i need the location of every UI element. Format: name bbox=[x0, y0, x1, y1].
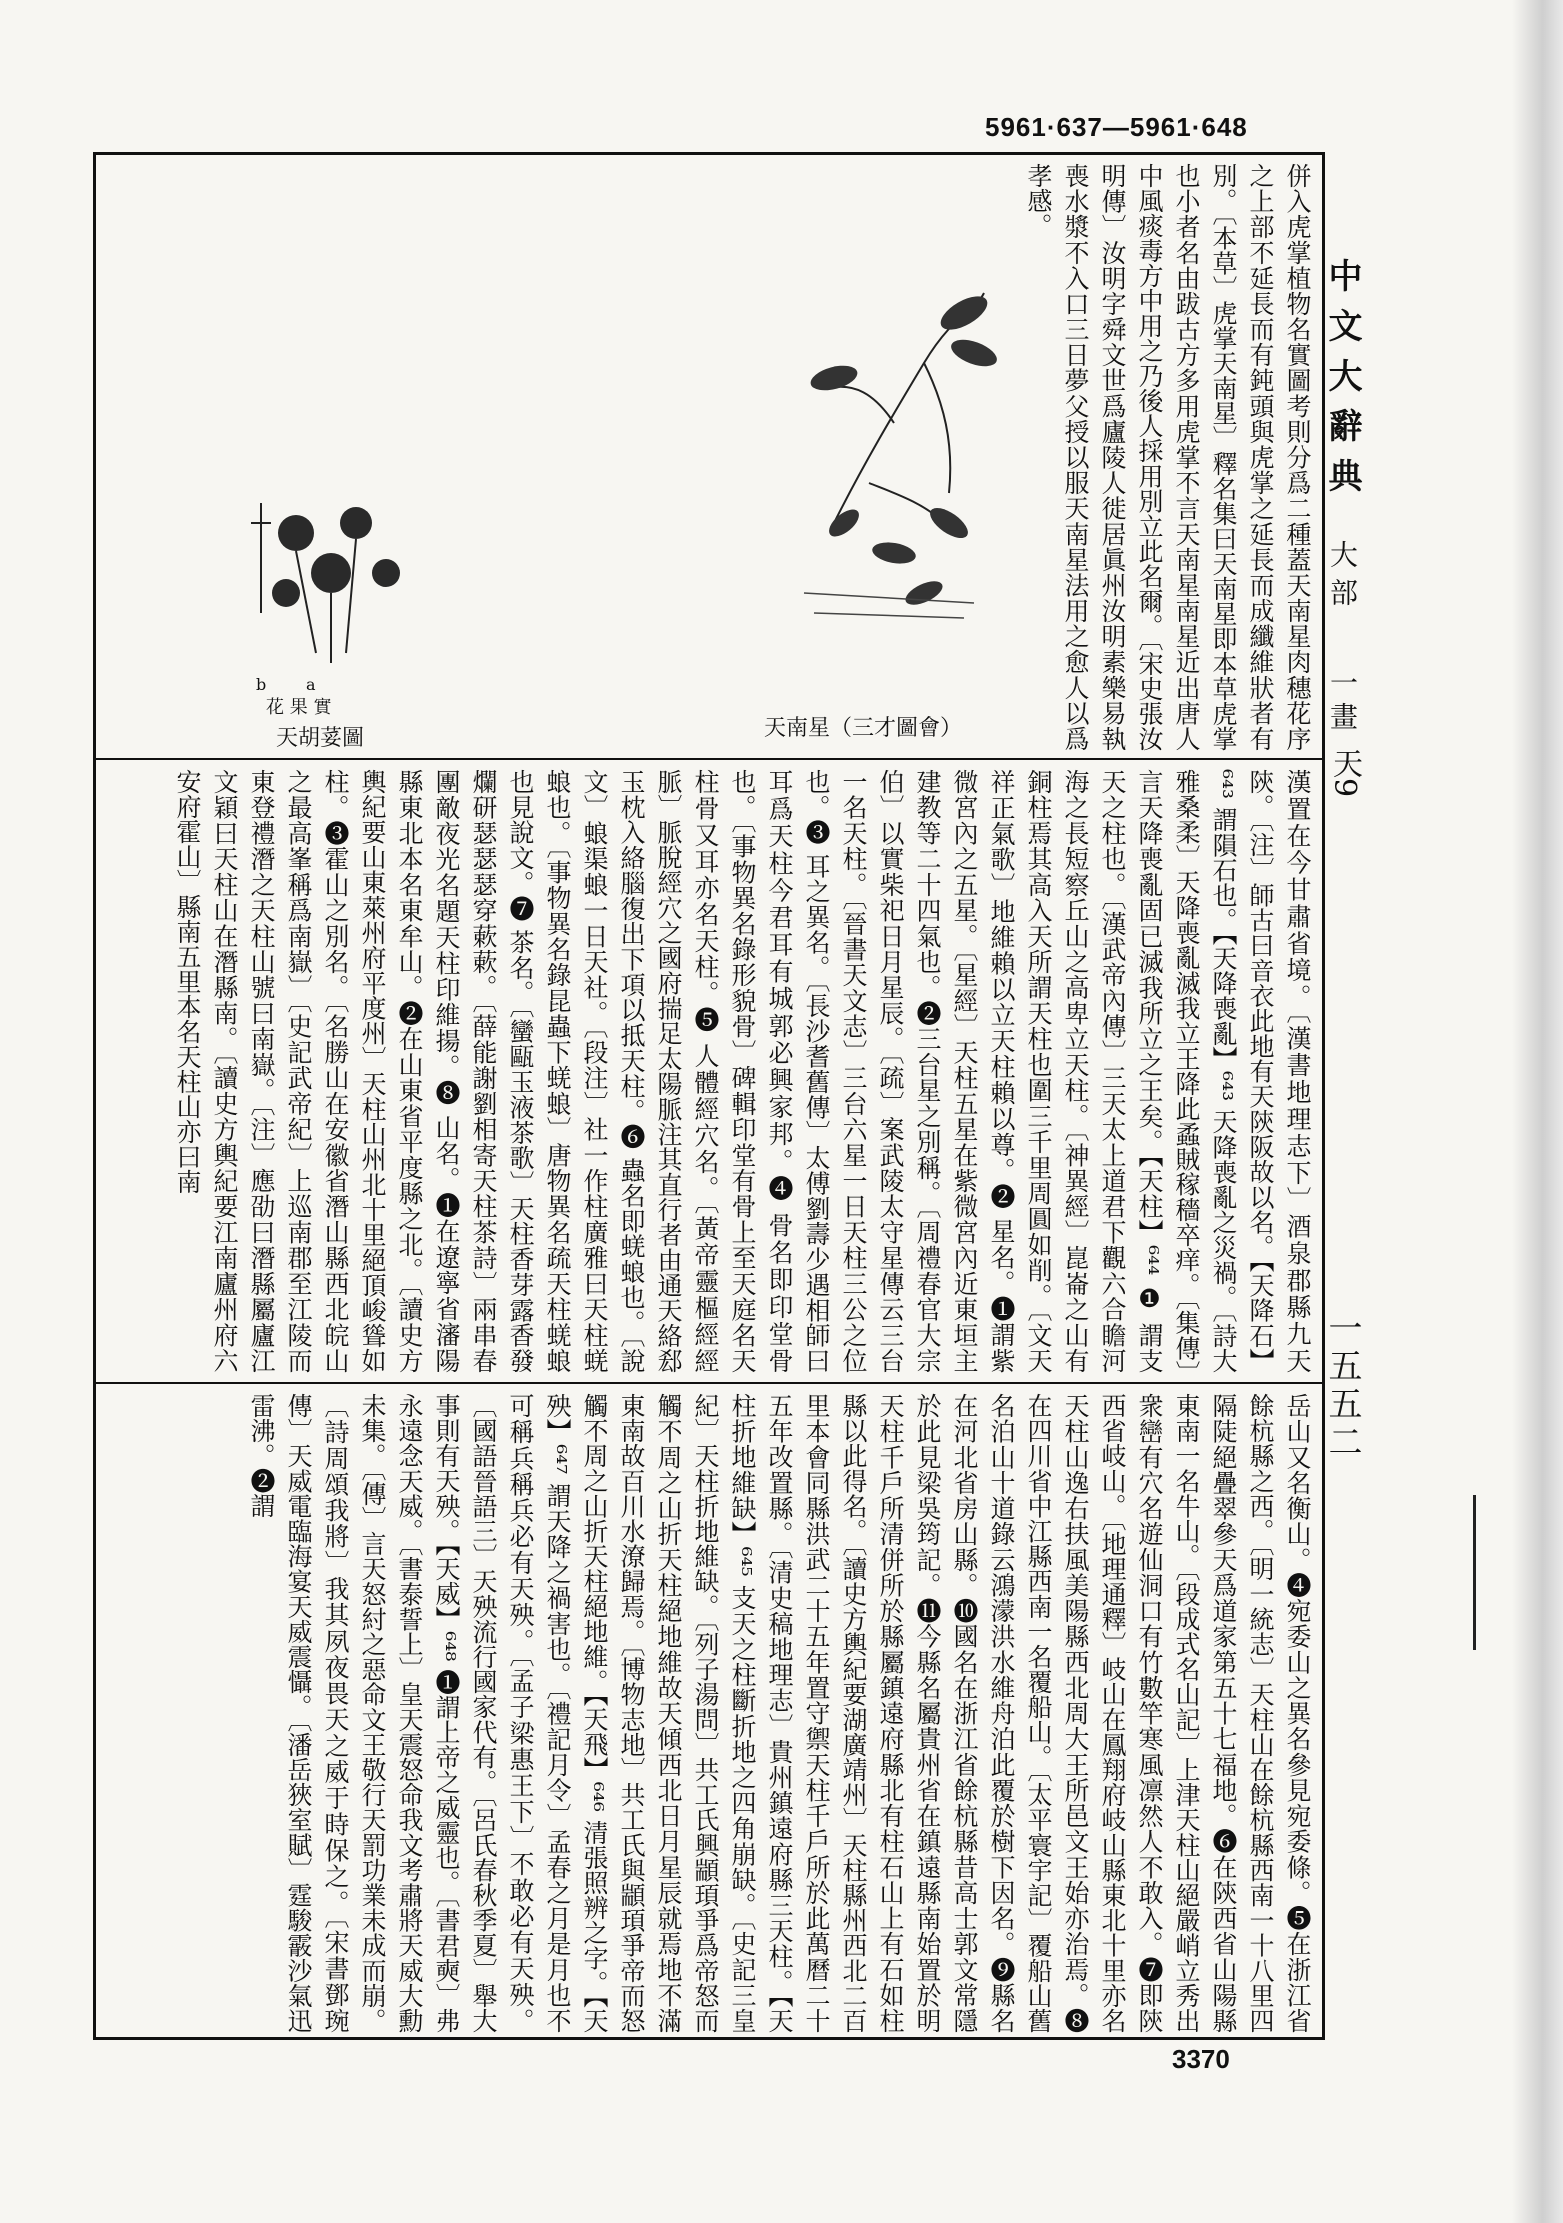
section-divider-2 bbox=[96, 1382, 1322, 1384]
figure-parts-label: 花 果 實 bbox=[266, 697, 332, 718]
entry-code-range: 5961·637—5961·648 bbox=[985, 112, 1248, 142]
figure-tiannanxing bbox=[764, 163, 1004, 751]
entry-text-tiannanxing: 併入虎掌植物名實圖考則分爲二種蓋天南星肉穗花序之上部不延長而有鈍頭與虎掌之延長而成纖維狀者有別。〔本草〕虎掌天南星〕釋名集曰天南星即本草虎掌也小者名由跋古方多用虎掌不言天南星南星近出唐人中風痰毒方中用之乃後人採用別立此名爾。〔宋史張汝明傳〕汝明字舜文世爲廬陵人徙居眞州汝明素樂易執喪水漿不入口三日夢父授以服天南星法用之愈人以爲孝感。 bbox=[1024, 163, 1312, 751]
scan-edge-shadow bbox=[1512, 0, 1563, 2223]
entry-text-tianzhu: 漢置在今甘肅省境。〔漢書地理志下〕酒泉郡縣九天陝。〔注〕師古曰音衣此地有天陝阪故以名。【天降石】⁶⁴³ 謂隕石也。【天降喪亂】⁶⁴³ 天降喪亂之災禍。〔詩大雅桑柔〕天降喪亂滅我立王降此蟊賊稼穡卒痒。〔集傳〕言天降喪亂固已滅我所立之王矣。【天柱】⁶⁴⁴ ❶ 謂支天之柱也。〔漢武帝內傳〕三天太上道君下觀六合瞻河海之長短察丘山之高卑立天柱。〔神異經〕崑崙之山有銅柱焉其高入天所謂天柱也圍三千里周圓如削。〔文天祥正氣歌〕地維賴以立天柱賴以尊。❷ 星名。❶謂紫微宮內之五星。〔星經〕天柱五星在紫微宮內近東垣主建教等二十四氣也。❷三台星之別稱。〔周禮春官大宗伯〕以實柴祀日月星辰。〔疏〕案武陵太守星傳云三台一名天柱。〔晉書天文志〕三台六星一日天柱三公之位也。❸ 耳之異名。〔長沙耆舊傳〕太傅劉壽少遇相師曰耳爲天柱今君耳有城郭必興家邦。❹ 骨名即印堂骨也。〔事物異名錄形貌骨〕碑輯印堂有骨上至天庭名天柱骨又耳亦名天柱。❺ 人體經穴名。〔黃帝靈樞經經脈〕脈脫經穴之國府揣足太陽脈注其直行者由通天絡郄玉枕入絡腦復出下項以抵天柱。❻ 蟲名即蜣蜋也。〔說文〕蜋渠蜋一日天社。〔段注〕社一作柱廣雅曰天柱蜣蜋也。〔事物異名錄昆蟲下蜣蜋〕唐物異名疏天柱蜣蜋也見說文。❼ 茶名。〔蠻甌玉液茶歌〕天柱香芽露香發爛研瑟瑟瑟穿蔌蔌。〔薛能謝劉相寄天柱茶詩〕兩串春團敵夜光名題天柱印維揚。❽ 山名。❶在遼寧省瀋陽縣東北本名東牟山。❷在山東省平度縣之北。〔讀史方輿紀要山東萊州府平度州〕天柱山州北十里絕頂峻聳如柱。❸霍山之別名。〔名勝山在安徽省潛山縣西北皖山之最高峯稱爲南嶽〕〔史記武帝紀〕上巡南郡至江陵而東登禮潛之天柱山號曰南嶽。〔注〕應劭曰潛縣屬廬江文穎曰天柱山在潛縣南。〔讀史方輿紀要江南廬州府六安府霍山〕縣南五里本名天柱山亦曰南 bbox=[173, 769, 1312, 1373]
figure-caption-tianhusui: 天胡荽圖 bbox=[276, 726, 365, 751]
margin-mark bbox=[1473, 1495, 1476, 1650]
stroke-count: 一畫 bbox=[1326, 668, 1359, 736]
figure-tianhusui bbox=[236, 463, 426, 751]
section-top bbox=[106, 163, 1316, 751]
page-number: 3370 bbox=[1172, 2044, 1230, 2074]
section-middle bbox=[106, 769, 1316, 1373]
figure-label-a: a bbox=[306, 675, 316, 694]
figure-label-b: b bbox=[256, 675, 267, 694]
page-frame bbox=[93, 152, 1325, 2040]
head-character: 天9 bbox=[1327, 748, 1362, 798]
dictionary-title: 中文大辭典 bbox=[1322, 258, 1362, 508]
figure-caption-tiannanxing: 天南星（三才圖會） bbox=[764, 716, 963, 741]
section-divider-1 bbox=[96, 758, 1322, 760]
radical-section: 大部 bbox=[1326, 540, 1359, 616]
plant-illustration-icon bbox=[774, 163, 1004, 751]
section-bottom bbox=[106, 1393, 1316, 2033]
flower-illustration-icon bbox=[236, 463, 426, 683]
vertical-page-number: 一五五二 bbox=[1322, 1310, 1362, 1462]
entry-text-tianwei: 岳山又名衡山。❹宛委山之異名參見宛委條。❺在浙江省餘杭縣之西。〔明一統志〕天柱山在餘杭縣西南一十八里四隔陡絕疊翠參天爲道家第五十七福地。❻在陝西省山陽縣東南一名牛山。〔段成式名山記〕上津天柱山絕嚴峭立秀出衆巒有穴名遊仙洞口有竹數竿寒風凛然人不敢入。❼即陝西省岐山。〔地理通釋〕岐山在鳳翔府岐山縣東北十里亦名天柱山逸右扶風美陽縣西北周大王所邑文王始亦治焉。❽在四川省中江縣西南一名覆船山。〔太平寰宇記〕覆船山舊名泊山十道錄云鴻濛洪水維舟泊此覆於樹下因名。❾縣名在河北省房山縣。❿國名在浙江省餘杭縣昔高士郭文常隱於此見梁吳筠記。⓫今縣名屬貴州省在鎮遠縣南始置於明天柱千戶所清併所於縣屬鎮遠府縣北有柱石山上有石如柱縣以此得名。〔讀史方輿紀要湖廣靖州〕天柱縣州西北二百里本會同縣洪武二十五年置守禦天柱千戶所於此萬曆二十五年改置縣。〔清史稿地理志〕貴州鎮遠府縣三天柱。【天柱折地維缺】⁶⁴⁵ 支天之柱斷折地之四角崩缺。〔史記三皇紀〕天柱折地維缺。〔列子湯問〕共工氏興顓頊爭爲帝怒而觸不周之山折天柱絕地維故天傾西北日月星辰就焉地不滿東南故百川水潦歸焉。〔博物志地〕共工氏與顓頊爭帝而怒觸不周之山折天柱絕地維。【天飛】⁶⁴⁶ 清張照辨之字。【天殃】⁶⁴⁷ 謂天降之禍害也。〔禮記月令〕孟春之月是月也不可稱兵稱兵必有天殃。〔孟子梁惠王下〕不敢必有天殃。〔國語晉語三〕天殃流行國家代有。〔呂氏春秋季夏〕舉大事則有天殃。【天威】⁶⁴⁸ ❶謂上帝之威靈也。〔書君奭〕弗永遠念天威。〔書泰誓上〕皇天震怒命我文考肅將天威大勳未集。〔傳〕言天怒紂之惡命文王敬行天罰功業未成而崩。〔詩周頌我將〕我其夙夜畏天之威于時保之。〔宋書鄧琬傳〕天威電臨海宴天威震懾。〔潘岳狹室賦〕霆駿霰沙氣迅雷沸。❷謂 bbox=[247, 1393, 1312, 2033]
